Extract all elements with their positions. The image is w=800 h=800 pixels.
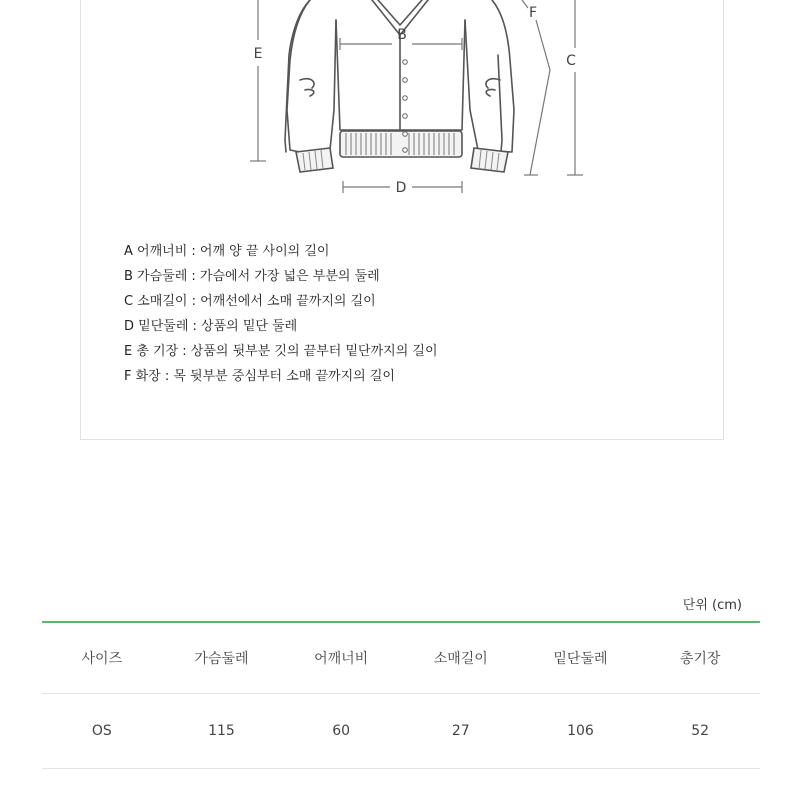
column-header-sleeve: 소매길이 xyxy=(401,622,521,694)
dim-label-f: F xyxy=(528,5,538,21)
size-table xyxy=(42,621,760,769)
cell-sleeve: 27 xyxy=(401,694,521,769)
dim-label-e: E xyxy=(253,46,263,62)
table-header-row xyxy=(42,622,760,694)
cell-size: OS xyxy=(42,694,162,769)
unit-label: 단위 (cm) xyxy=(682,598,742,613)
legend-item-e: E 총 기장 : 상품의 뒷부분 깃의 끝부터 밑단까지의 길이 xyxy=(124,344,438,359)
dim-label-c: C xyxy=(566,53,576,69)
cardigan-left-sleeve xyxy=(287,0,336,152)
legend-item-a: A 어깨너비 : 어깨 양 끝 사이의 길이 xyxy=(124,244,330,259)
table-row xyxy=(42,694,760,769)
cell-length: 52 xyxy=(640,694,760,769)
legend-item-f: F 화장 : 목 뒷부분 중심부터 소매 끝까지의 길이 xyxy=(124,369,395,384)
dim-label-b: B xyxy=(397,27,407,43)
cell-shoulder: 60 xyxy=(281,694,401,769)
legend-item-d: D 밑단둘레 : 상품의 밑단 둘레 xyxy=(124,319,298,334)
measurement-legend xyxy=(124,239,438,389)
column-header-size: 사이즈 xyxy=(42,622,162,694)
cell-hem: 106 xyxy=(521,694,641,769)
legend-item-b: B 가슴둘레 : 가슴에서 가장 넓은 부분의 둘레 xyxy=(124,269,380,284)
cardigan-diagram xyxy=(0,0,800,210)
cell-chest: 115 xyxy=(162,694,282,769)
column-header-chest: 가슴둘레 xyxy=(162,622,282,694)
legend-item-c: C 소매길이 : 어깨선에서 소매 끝까지의 길이 xyxy=(124,294,376,309)
column-header-hem: 밑단둘레 xyxy=(521,622,641,694)
column-header-length: 총기장 xyxy=(640,622,760,694)
dim-label-d: D xyxy=(395,180,407,196)
cardigan-hem-rib xyxy=(340,131,462,157)
cardigan-right-sleeve xyxy=(465,0,514,152)
column-header-shoulder: 어깨너비 xyxy=(281,622,401,694)
